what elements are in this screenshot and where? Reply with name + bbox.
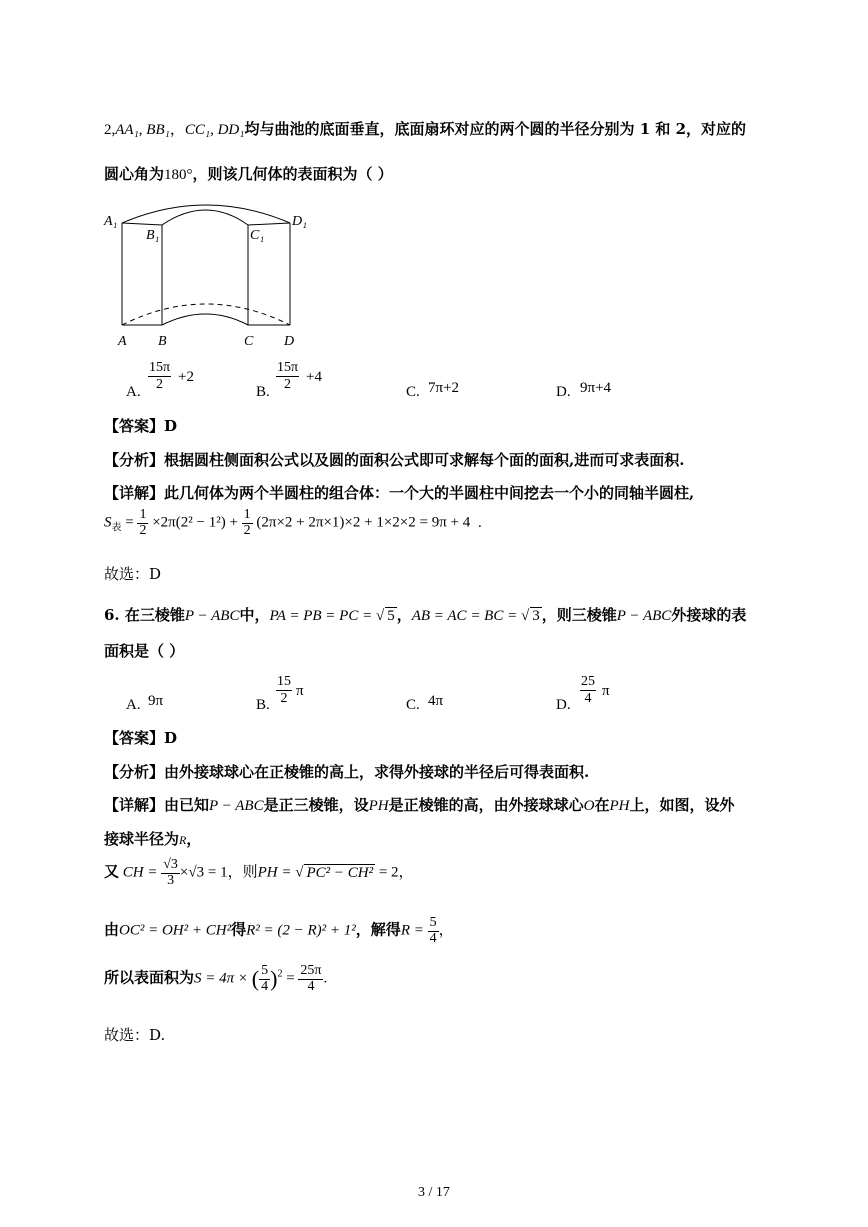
q6-option-d-num: 25 bbox=[581, 674, 595, 689]
q6-s-den: 4 bbox=[261, 978, 269, 994]
q5-formula-part2: (2π×2 + 2π×1)×2 + 1×2×2 = 9π + 4 bbox=[256, 514, 471, 531]
q6-ph-end: ， bbox=[398, 864, 414, 881]
q6-r-frac bbox=[428, 916, 439, 946]
q6-you: 又 bbox=[104, 862, 120, 881]
q6-analysis-text: 由外接球球心在正棱锥的高上，求得外接球的半径后可得表面积. bbox=[164, 763, 590, 781]
q5-analysis-label: 【分析】 bbox=[104, 451, 165, 469]
q6-math2: PA = PB = PC = bbox=[269, 608, 376, 624]
q6-ch-line: 又 CH = $\frac{√3}{3}$ ×√3 = 1，则PH = √ PC² − CH² = 2， bbox=[104, 857, 414, 888]
q6-text1a: 6. 在三棱锥 bbox=[104, 606, 185, 624]
q5-text2a: 圆心角为 bbox=[104, 165, 165, 183]
q6-s-frac bbox=[259, 964, 270, 994]
q5-option-b-tail: +4 bbox=[306, 369, 322, 385]
q6-detail2 bbox=[104, 828, 201, 849]
q6-text1c: ， bbox=[396, 606, 412, 624]
q6-text1b: 中， bbox=[239, 606, 270, 624]
q6-option-d-den: 4 bbox=[584, 691, 592, 706]
q5-option-a-den: 2 bbox=[156, 377, 164, 392]
q6-s-rnum: 25π bbox=[300, 963, 322, 978]
q6-s-lhs: S = 4π × bbox=[194, 970, 252, 987]
q6-text1d: ，则三棱锥 bbox=[541, 606, 617, 624]
q6-ph-rest: = 2 bbox=[375, 864, 399, 881]
q6-s-eq: = bbox=[282, 970, 299, 987]
q6-detail-label: 【详解】 bbox=[104, 796, 165, 814]
q6-option-b-den: 2 bbox=[280, 691, 288, 706]
q6-ch-num: √3 bbox=[163, 857, 178, 872]
label-a1: A₁ bbox=[104, 214, 118, 229]
q5-option-a-frac bbox=[148, 360, 171, 393]
inner-bottom-arc bbox=[162, 314, 248, 325]
q6-option-c-letter: C. bbox=[406, 697, 420, 713]
q6-ph-lhs: PH = bbox=[257, 864, 296, 881]
q6-s-result bbox=[298, 964, 323, 994]
label-d: D bbox=[284, 334, 295, 349]
q6-detail-m3: O bbox=[583, 798, 595, 814]
q5-line2 bbox=[104, 163, 393, 184]
q5-prefix: 2, bbox=[104, 122, 116, 138]
q5-formula-part1: ×2π(2² − 1²) + bbox=[152, 514, 238, 531]
q6-ze: ，则 bbox=[227, 862, 258, 881]
q6-s-end: . bbox=[323, 970, 328, 987]
q6-math3: AB = AC = BC = bbox=[411, 608, 521, 624]
label-b: B bbox=[158, 334, 167, 349]
q5-option-b-den: 2 bbox=[284, 377, 292, 392]
q5-formula-half2 bbox=[242, 508, 253, 538]
q5-detail-label: 【详解】 bbox=[104, 484, 165, 502]
q6-choice: 故选：D. bbox=[104, 1026, 166, 1044]
q6-jiede: ，解得 bbox=[355, 920, 401, 939]
label-d1: D₁ bbox=[292, 214, 307, 229]
q6-detail2-m: R bbox=[179, 833, 187, 847]
q5-half2-num: 1 bbox=[243, 507, 251, 522]
q6-answer: 【答案】D bbox=[104, 729, 178, 747]
q6-s-num: 5 bbox=[261, 963, 269, 978]
q6-math4: P − ABC bbox=[616, 608, 672, 624]
q6-option-a-text: 9π bbox=[148, 693, 164, 709]
q5-formula-end: . bbox=[478, 514, 482, 531]
q6-option-d-frac bbox=[580, 674, 596, 707]
q6-ch-rest: ×√3 = 1 bbox=[179, 864, 228, 881]
q6-s-line: 所以表面积为S = 4π × ( $\frac{5}{4}$ )$^2$ = $\frac{25\pi}{4}$ . bbox=[104, 963, 328, 994]
q6-detail bbox=[104, 794, 735, 815]
q6-detail-m4: PH bbox=[609, 798, 630, 814]
q5-text2b: ，则该几何体的表面积为（ ） bbox=[192, 165, 393, 183]
q6-option-a-letter: A. bbox=[126, 697, 141, 713]
q6-detail-d: 在 bbox=[594, 796, 610, 814]
q6-r-end: ， bbox=[438, 922, 454, 939]
q6-detail-e: 上，如图，设外 bbox=[629, 796, 735, 814]
q6-option-b-letter: B. bbox=[256, 697, 270, 713]
q6-detail-a: 由已知 bbox=[164, 796, 210, 814]
outer-top-arc bbox=[122, 205, 290, 223]
q6-ch-frac bbox=[161, 858, 180, 888]
q6-detail-m1: P − ABC bbox=[209, 798, 264, 814]
label-c: C bbox=[244, 334, 254, 349]
q6-r-lhs: R = bbox=[400, 922, 428, 939]
q5-half1-den: 2 bbox=[139, 522, 147, 538]
label-c1: C₁ bbox=[250, 228, 265, 243]
q6-ch-lhs: CH = bbox=[122, 864, 162, 881]
q5-math1: AA₁, BB₁ bbox=[115, 122, 170, 138]
q6-option-c-text: 4π bbox=[428, 693, 444, 709]
top-c1d1 bbox=[248, 223, 290, 225]
q5-option-b-num: 15π bbox=[277, 360, 299, 375]
q5-half1-num: 1 bbox=[139, 507, 147, 522]
q5-line1 bbox=[104, 118, 746, 139]
q5-math2: CC₁, DD₁ bbox=[184, 122, 245, 138]
q5-option-c-letter: C. bbox=[406, 384, 420, 400]
q6-ph-rad: PC² − CH² bbox=[306, 864, 374, 881]
q5-option-c-text: 7π+2 bbox=[428, 380, 460, 396]
q5-choice: 故选：D bbox=[104, 565, 162, 583]
q6-s-sq: 2 bbox=[277, 968, 283, 980]
page-number: 3 / 17 bbox=[418, 1185, 450, 1200]
q6-option-d-letter: D. bbox=[556, 697, 571, 713]
label-a: A bbox=[118, 334, 127, 349]
q5-formula: $S_表$ = $\frac{1}{2}$ ×2π(2² − 1²) + $\frac{1}{2}$ (2π×2 + 2π×1)×2 + 1×2×2 = 9π + 4 . bbox=[104, 507, 482, 538]
q5-option-a-num: 15π bbox=[149, 360, 171, 375]
q6-line2: 面积是（ ） bbox=[104, 642, 185, 660]
top-a1b1 bbox=[122, 223, 162, 225]
q5-angle: 180° bbox=[164, 167, 193, 183]
q5-figure bbox=[100, 195, 320, 355]
q5-formula-sub: 表 bbox=[111, 522, 122, 534]
label-b1: B₁ bbox=[146, 228, 160, 243]
q6-text1e: 外接球的表 bbox=[671, 606, 747, 624]
q5-answer: 【答案】D bbox=[104, 417, 178, 435]
q6-oc: OC² = OH² + CH² bbox=[119, 922, 232, 939]
q6-detail-b: 是正三棱锥，设 bbox=[263, 796, 369, 814]
q5-option-d-text: 9π+4 bbox=[580, 380, 612, 396]
q5-comma: ， bbox=[169, 120, 185, 138]
q6-analysis-label: 【分析】 bbox=[104, 763, 165, 781]
q6-analysis bbox=[104, 761, 589, 782]
q6-detail2-b: ， bbox=[186, 830, 202, 848]
q6-detail-m2: PH bbox=[368, 798, 389, 814]
q6-option-b-num: 15 bbox=[277, 674, 291, 689]
q5-option-b-letter: B. bbox=[256, 384, 270, 400]
inner-top-arc bbox=[162, 210, 248, 225]
q6-suoyi: 所以表面积为 bbox=[104, 968, 195, 987]
q5-option-a-tail: +2 bbox=[178, 369, 194, 385]
q5-option-d-letter: D. bbox=[556, 384, 571, 400]
q6-option-b-frac bbox=[276, 674, 292, 707]
q5-half2-den: 2 bbox=[243, 522, 251, 538]
q6-option-b-tail: π bbox=[296, 683, 304, 699]
q6-sqrt3: 3 bbox=[532, 608, 540, 624]
q5-detail-text: 此几何体为两个半圆柱的组合体：一个大的半圆柱中间挖去一个小的同轴半圆柱, bbox=[164, 484, 695, 502]
q6-ch-den: 3 bbox=[167, 872, 175, 888]
q5-detail bbox=[104, 482, 694, 503]
q6-line1: 6. 在三棱锥P − ABC中，PA = PB = PC = √ 5 ，AB = AC = BC = √ 3 ，则三棱锥P − ABC外接球的表 bbox=[104, 606, 747, 624]
q6-req: R² = (2 − R)² + 1² bbox=[246, 922, 356, 939]
q6-sqrt5: 5 bbox=[387, 608, 395, 624]
q6-you2: 由 bbox=[104, 920, 120, 939]
q6-r-den: 4 bbox=[429, 930, 437, 946]
q5-option-b-frac bbox=[276, 360, 299, 393]
q6-s-rden: 4 bbox=[307, 978, 315, 994]
q5-formula-s: S bbox=[104, 514, 112, 531]
q6-math1: P − ABC bbox=[184, 608, 240, 624]
q6-r-line bbox=[104, 916, 454, 946]
q5-analysis-text: 根据圆柱侧面积公式以及圆的面积公式即可求解每个面的面积,进而可求表面积. bbox=[164, 451, 685, 469]
q5-text1: 均与曲池的底面垂直，底面扇环对应的两个圆的半径分别为 1 和 2，对应的 bbox=[244, 120, 747, 138]
q6-option-d-tail: π bbox=[602, 683, 610, 699]
q6-de: 得 bbox=[231, 920, 247, 939]
q5-analysis bbox=[104, 449, 684, 470]
q6-detail2-a: 接球半径为 bbox=[104, 830, 180, 848]
q6-r-num: 5 bbox=[429, 915, 437, 930]
q6-detail-c: 是正棱锥的高，由外接球球心 bbox=[388, 796, 584, 814]
q5-option-a-letter: A. bbox=[126, 384, 141, 400]
q5-formula-half1 bbox=[137, 508, 148, 538]
